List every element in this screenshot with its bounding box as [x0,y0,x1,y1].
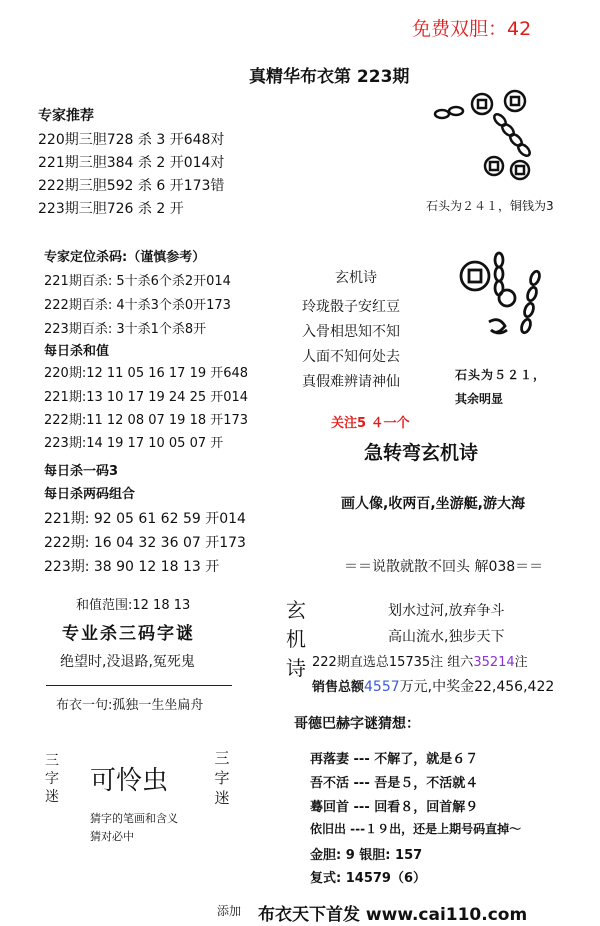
stones-caption: 石头为２４１，铜钱为3 [426,199,554,213]
position-kill-line: 221期百杀: 5十杀6个杀2开014 [44,274,231,289]
stones-caption: 石头为５２１， [455,368,547,382]
xuanji-side [284,596,308,683]
sales-direct-prefix: 222期直选总15735注 组六 [312,655,474,670]
position-kill-line: 223期百杀: 3十杀1个杀8开 [44,322,207,337]
riddle-side-char: 字 [45,771,59,787]
riddle-side-char: 迷 [45,789,59,805]
godel-line: 依旧出 ---１９出，还是上期号码直掉～ [310,822,522,836]
poem-title: 玄机诗 [335,270,377,286]
buyi-line: 布衣一句:孤独一生坐扁舟 [56,698,204,713]
position-kill-heading: 专家定位杀码:（谨慎参考） [44,250,206,265]
xuanji-line: 划水过河,放弃争斗 [388,603,505,619]
divider [46,685,232,686]
sum-kill-line: 220期:12 11 05 16 17 19 开648 [44,366,249,381]
xuanji-side-char: 诗 [286,656,306,680]
riddle-side-right [213,748,231,808]
poem-line: 人面不知何处去 [302,349,400,365]
phrase: 画人像,收两百,坐游艇,游大海 [341,496,525,512]
one-kill-heading: 每日杀一码3 [44,464,119,479]
riddle-title: 专业杀三码字谜 [62,624,195,644]
expert-heading: 专家推荐 [38,108,94,124]
riddle-side-left [44,752,60,806]
two-kill-line: 223期: 38 90 12 18 13 开 [44,559,220,575]
two-kill-line: 222期: 16 04 32 36 07 开173 [44,535,246,551]
riddle-side-char: 字 [214,769,230,787]
sum-kill-line: 222期:11 12 08 07 19 18 开173 [44,413,249,428]
godel-line: 再落妻 --- 不解了，就是６７ [310,752,479,767]
position-kill-line: 222期百杀: 4十杀3个杀0开173 [44,298,231,313]
sales-total-amount: 4557 [364,679,400,695]
sum-kill-line: 223期:14 19 17 10 05 07 开 [44,436,224,451]
sum-range: 和值范围:12 18 13 [76,598,191,613]
riddle-side-char: 三 [45,753,59,769]
godel-line: 蓦回首 --- 回看８，回首解９ [310,800,479,815]
riddle-word: 可怜虫 [90,766,169,796]
sum-kill-heading: 每日杀和值 [44,344,110,359]
gold-silver-pair: 金胆: 9 银胆: 157 [310,848,423,863]
big-title: 急转弯玄机诗 [364,442,479,464]
riddle-side-char: 三 [214,749,230,767]
xuanji-side-char: 玄 [286,598,306,622]
scatter-line: ＝＝说散就散不回头 解038＝＝ [344,559,544,575]
two-kill-line: 221期: 92 05 61 62 59 开014 [44,511,246,527]
riddle-side-char: 迷 [214,789,230,807]
poem-line: 真假难辨请神仙 [302,374,400,390]
godel-heading: 哥德巴赫字谜猜想： [294,716,420,732]
riddle-hint: 猜字的笔画和含义 [90,812,178,825]
expert-line: 221期三胆384 杀 2 开014对 [38,155,225,171]
page-title: 真精华布衣第 223期 [249,67,410,87]
sales-total [312,676,554,696]
compound-line: 复式: 14579（6） [310,871,426,886]
xuanji-side-char: 机 [286,627,306,651]
footer-add: 添加 [217,904,242,918]
sales-direct-suffix: 注 [514,655,528,670]
riddle-text: 绝望时,没退路,冤死鬼 [60,654,195,670]
sales-total-suffix: 万元,中奖金22,456,422 [399,679,555,695]
expert-line: 220期三胆728 杀 3 开648对 [38,132,225,148]
xuanji-line: 高山流水,独步天下 [388,629,505,645]
godel-line: 吾不活 --- 吾是５，不活就４ [310,776,479,791]
footer-site[interactable]: 布衣天下首发 www.cai110.com [258,905,528,925]
stones-caption: 其余明显 [455,392,504,406]
poem-line: 入骨相思知不知 [302,324,400,340]
expert-line: 223期三胆726 杀 2 开 [38,201,184,217]
group6-count: 35214 [473,655,515,670]
riddle-hint: 猜对必中 [90,830,134,843]
sales-total-prefix: 销售总额 [312,680,365,695]
sales-direct [312,651,528,670]
expert-line: 222期三胆592 杀 6 开173错 [38,178,225,194]
free-pair-label: 免费双胆：42 [412,18,532,40]
focus-label: 关注5 ４一个 [331,416,410,431]
stones-illustration [455,248,565,348]
two-kill-heading: 每日杀两码组合 [44,487,136,502]
poem-line: 玲珑骰子安红豆 [302,299,400,315]
stones-coins-illustration [430,84,580,184]
sum-kill-line: 221期:13 10 17 19 24 25 开014 [44,390,249,405]
